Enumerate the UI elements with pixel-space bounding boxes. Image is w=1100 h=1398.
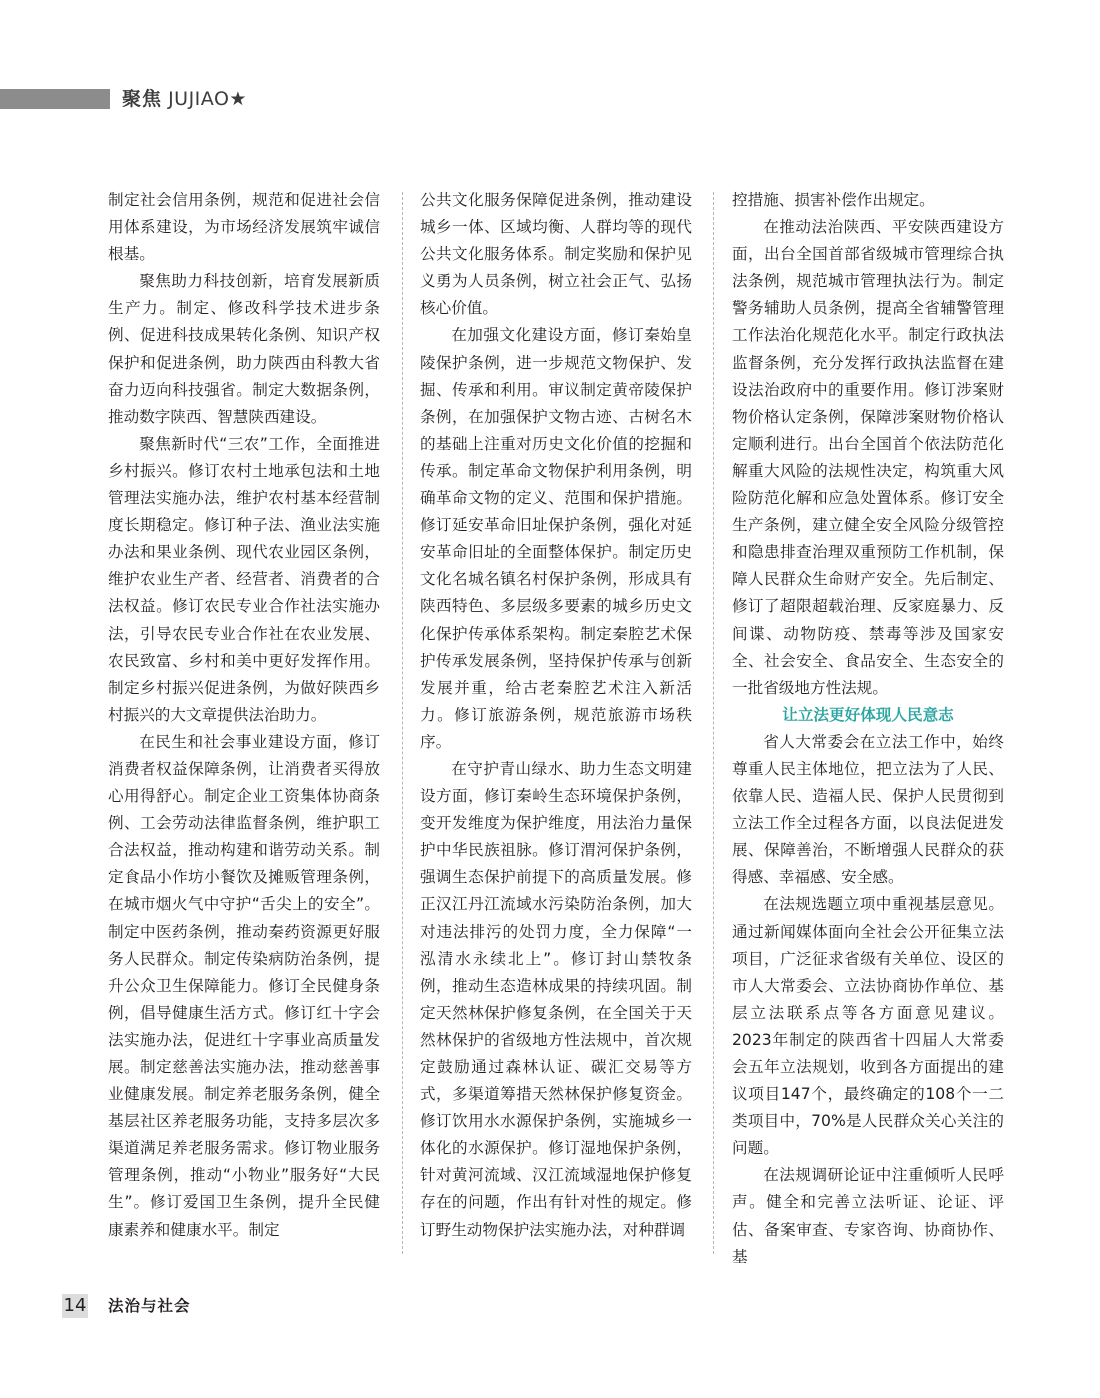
- column-divider: [713, 192, 714, 1254]
- section-title-cn: 聚焦: [122, 88, 163, 110]
- paragraph: 控措施、损害补偿作出规定。: [732, 191, 935, 209]
- paragraph: 在法规选题立项中重视基层意见。通过新闻媒体面向全社会公开征集立法项目，广泛征求省级有关单位、设区的市人大常委会、立法协商协作单位、基层立法联系点等各方面意见建议。2023年制定的陕西省十四届人大常委会五年立法规划，收到各方面提出的建议项目147个，最终确定的108个一二类项目中，70%是人民群众关心关注的问题。: [732, 895, 1004, 1158]
- paragraph: 聚焦助力科技创新，培育发展新质生产力。制定、修改科学技术进步条例、促进科技成果转化条例、知识产权保护和促进条例，助力陕西由科教大省奋力迈向科技强省。制定大数据条例，推动数字陕西、智慧陕西建设。: [108, 272, 380, 426]
- paragraph: 制定社会信用条例，规范和促进社会信用体系建设，为市场经济发展筑牢诚信根基。: [108, 191, 380, 264]
- page-number: 14: [63, 1295, 87, 1316]
- paragraph: 在民生和社会事业建设方面，修订消费者权益保障条例，让消费者买得放心用得舒心。制定企业工资集体协商条例、工会劳动法律监督条例，维护职工合法权益，推动构建和谐劳动关系。制定食品小作坊小餐饮及摊贩管理条例，在城市烟火气中守护“舌尖上的安全”。制定中医药条例，推动秦药资源更好服务人民群众。制定传染病防治条例，提升公众卫生保障能力。修订全民健身条例，倡导健康生活方式。修订红十字会法实施办法，促进红十字事业高质量发展。制定慈善法实施办法，推动慈善事业健康发展。制定养老服务条例，健全基层社区养老服务功能，支持多层次多渠道满足养老服务需求。修订物业服务管理条例，推动“小物业”服务好“大民生”。修订爱国卫生条例，提升全民健康素养和健康水平。制定: [108, 732, 380, 1239]
- paragraph: 省人大常委会在立法工作中，始终尊重人民主体地位，把立法为了人民、依靠人民、造福人民、保护人民贯彻到立法工作全过程各方面，以良法促进发展、保障善治，不断增强人民群众的获得感、幸福感、安全感。: [732, 732, 1004, 887]
- paragraph: 聚焦新时代“三农”工作，全面推进乡村振兴。修订农村土地承包法和土地管理法实施办法，维护农村基本经营制度长期稳定。修订种子法、渔业法实施办法和果业条例、现代农业园区条例，维护农业生产者、经营者、消费者的合法权益。修订农民专业合作社法实施办法，引导农民专业合作社在农业发展、农民致富、乡村和美中更好发挥作用。制定乡村振兴促进条例，为做好陕西乡村振兴的大文章提供法治助力。: [108, 434, 380, 724]
- text-column-1: [108, 187, 380, 1244]
- paragraph: 在法规调研论证中注重倾听人民呼声。健全和完善立法听证、论证、评估、备案审查、专家咨询、协商协作、基: [732, 1166, 1004, 1266]
- paragraph: 公共文化服务保障促进条例，推动建设城乡一体、区域均衡、人群均等的现代公共文化服务体系。制定奖励和保护见义勇为人员条例，树立社会正气、弘扬核心价值。: [420, 191, 692, 318]
- text-column-3: [732, 187, 1004, 1271]
- header-gray-bar: [0, 89, 110, 109]
- column-divider: [402, 192, 403, 1254]
- text-column-2: [420, 187, 692, 1244]
- paragraph: 在推动法治陕西、平安陕西建设方面，出台全国首部省级城市管理综合执法条例，规范城市管理执法行为。制定警务辅助人员条例，提高全省辅警管理工作法治化规范化水平。制定行政执法监督条例，充分发挥行政执法监督在建设法治政府中的重要作用。修订涉案财物价格认定条例，保障涉案财物价格认定顺利进行。出台全国首个依法防范化解重大风险的法规性决定，构筑重大风险防范化解和应急处置体系。修订安全生产条例，建立健全安全风险分级管控和隐患排查治理双重预防工作机制，保障人民群众生命财产安全。先后制定、修订了超限超载治理、反家庭暴力、反间谍、动物防疫、禁毒等涉及国家安全、社会安全、食品安全、生态安全的一批省级地方性法规。: [732, 218, 1004, 697]
- section-heading: 让立法更好体现人民意志: [782, 705, 954, 724]
- section-header: [122, 86, 247, 112]
- paragraph: 在加强文化建设方面，修订秦始皇陵保护条例，进一步规范文物保护、发掘、传承和利用。审议制定黄帝陵保护条例，在加强保护文物古迹、古树名木的基础上注重对历史文化价值的挖掘和传承。制定革命文物保护利用条例，明确革命文物的定义、范围和保护措施。修订延安革命旧址保护条例，强化对延安革命旧址的全面整体保护。制定历史文化名城名镇名村保护条例，形成具有陕西特色、多层级多要素的城乡历史文化保护传承体系架构。制定秦腔艺术保护传承发展条例，坚持保护传承与创新发展并重，给古老秦腔艺术注入新活力。修订旅游条例，规范旅游市场秩序。: [420, 326, 692, 751]
- section-title-en: JUJIAO★: [168, 88, 247, 110]
- paragraph: 在守护青山绿水、助力生态文明建设方面，修订秦岭生态环境保护条例，变开发维度为保护维度，用法治力量保护中华民族祖脉。修订渭河保护条例，强调生态保护前提下的高质量发展。修正汉江丹江流域水污染防治条例，加大对违法排污的处罚力度，全力保障“一泓清水永续北上”。修订封山禁牧条例，推动生态造林成果的持续巩固。制定天然林保护修复条例，在全国关于天然林保护的省级地方性法规中，首次规定鼓励通过森林认证、碳汇交易等方式，多渠道筹措天然林保护修复资金。修订饮用水水源保护条例，实施城乡一体化的水源保护。修订湿地保护条例，针对黄河流域、汉江流域湿地保护修复存在的问题，作出有针对性的规定。修订野生动物保护法实施办法，对种群调: [420, 759, 692, 1239]
- magazine-name: 法治与社会: [108, 1297, 191, 1315]
